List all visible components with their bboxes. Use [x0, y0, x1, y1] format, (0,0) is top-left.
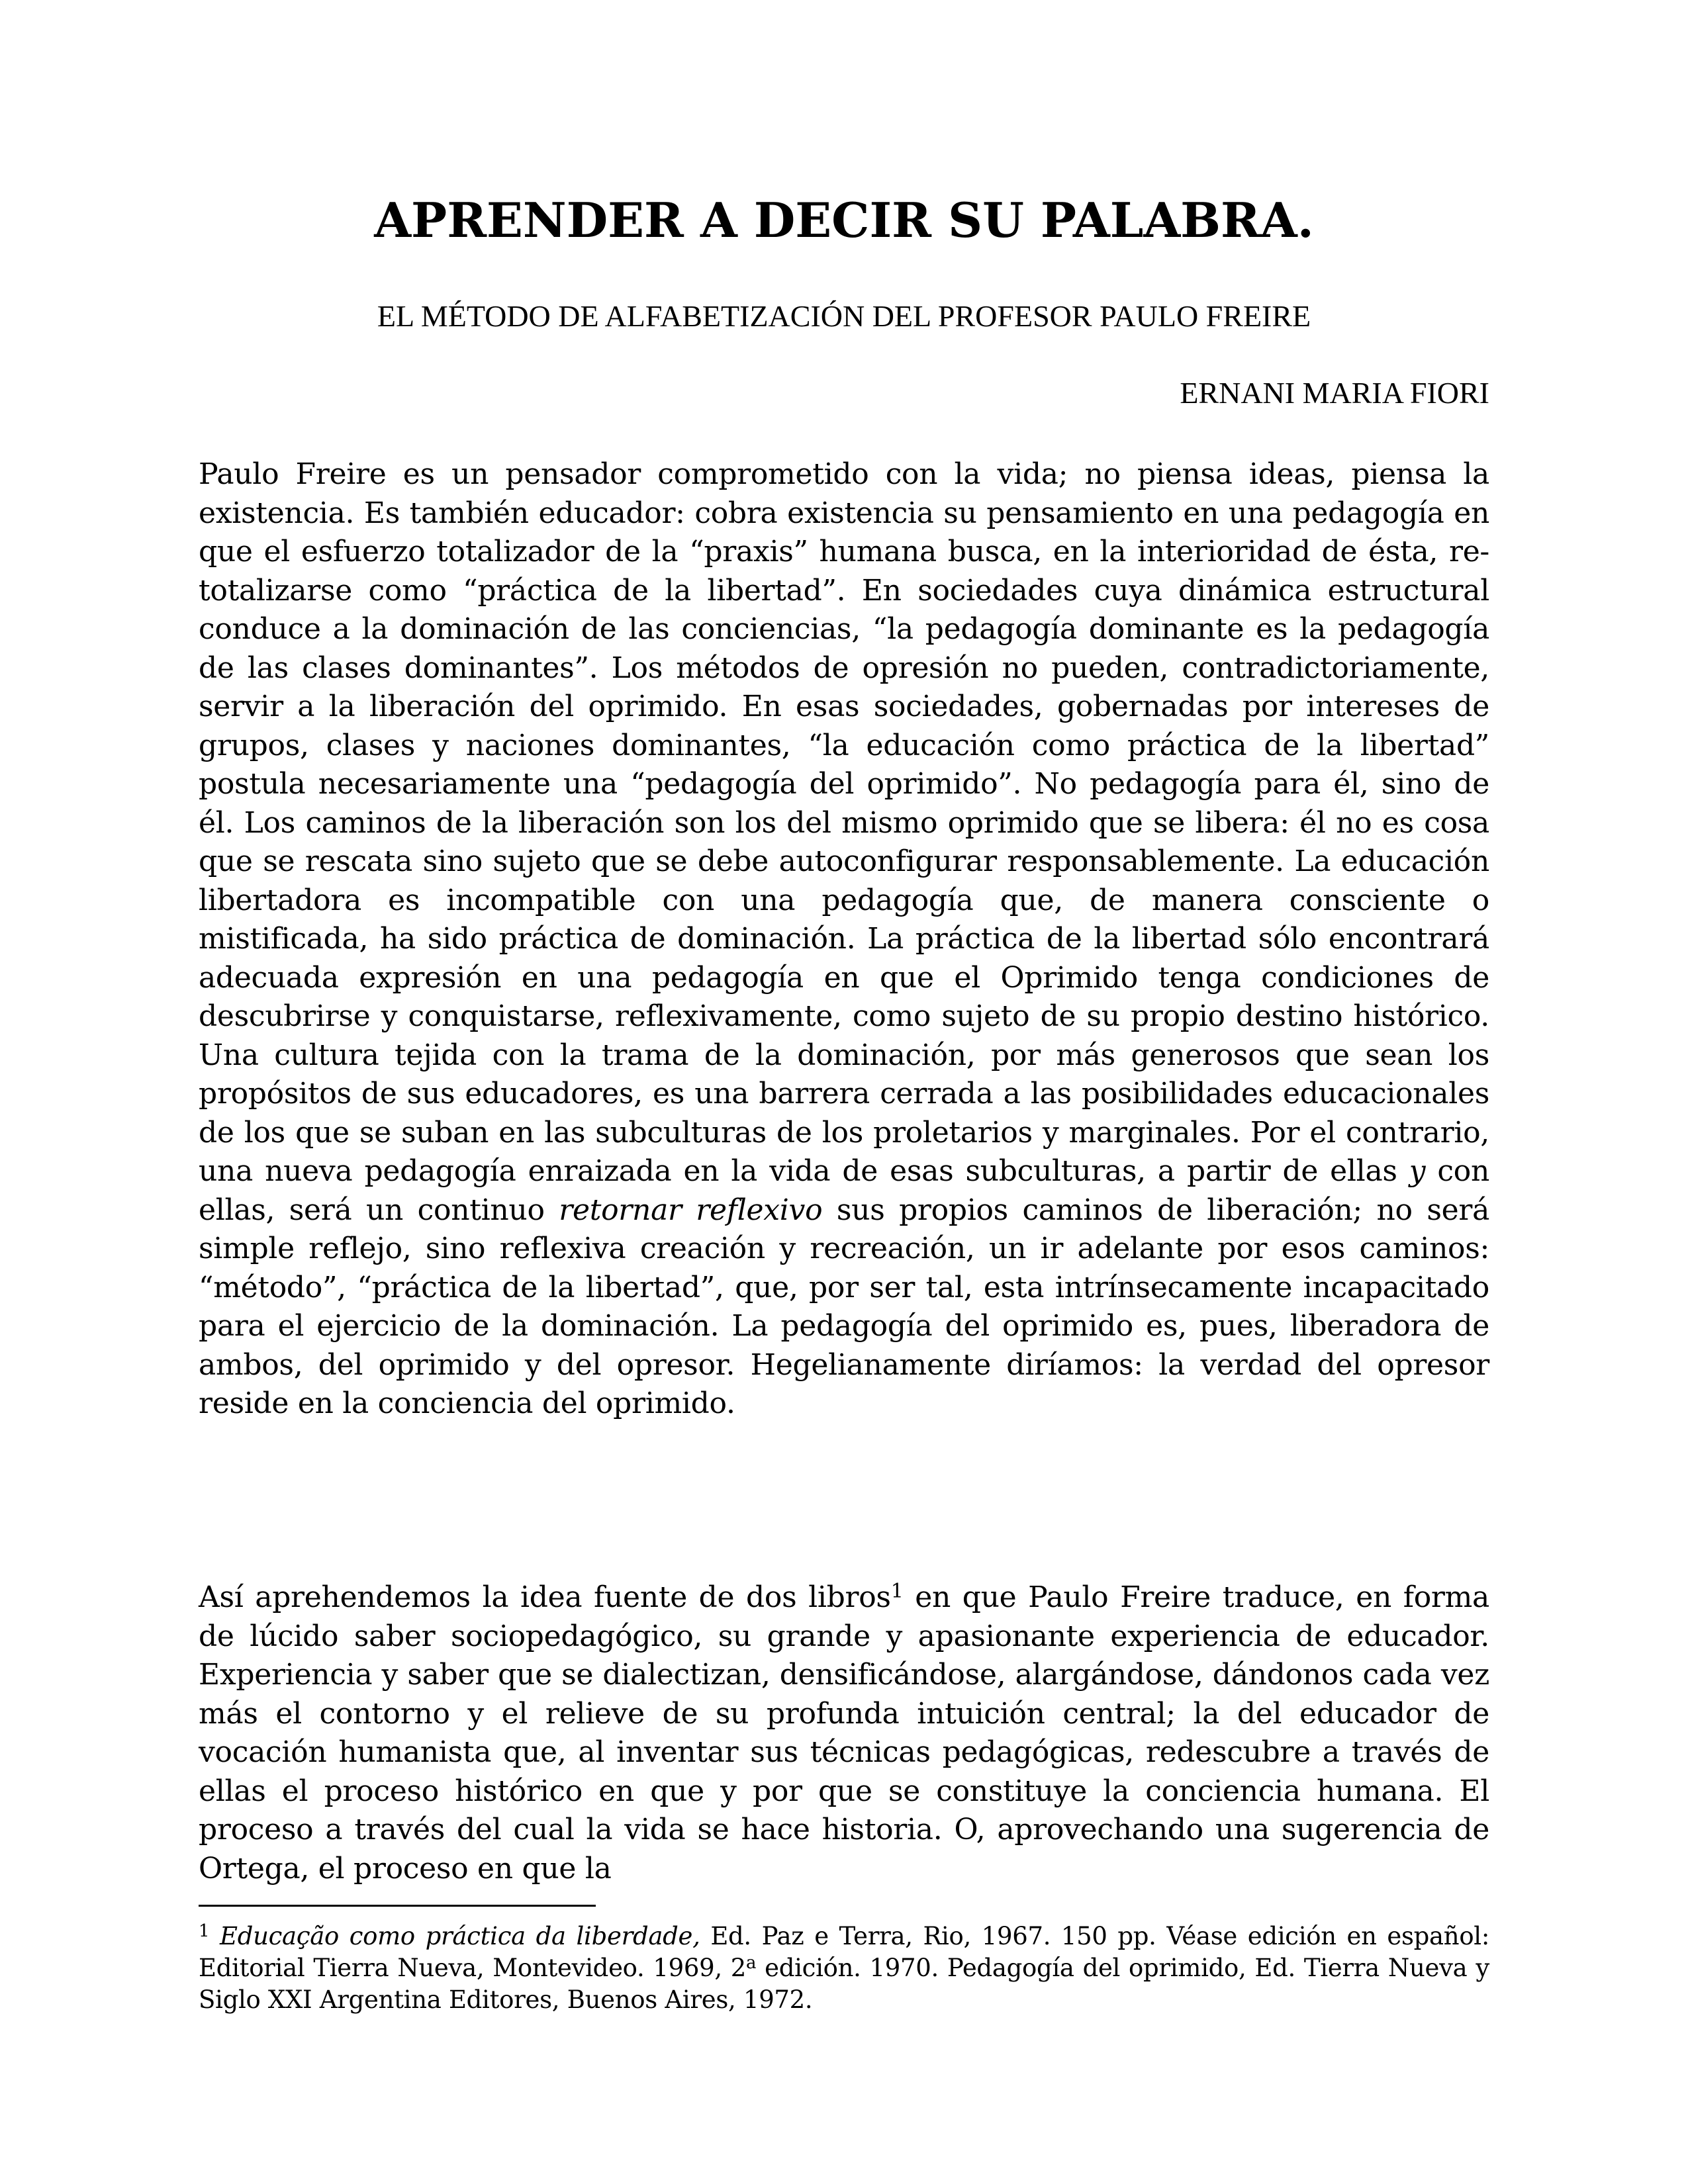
- paragraph-2-text-b: en que Paulo Freire traduce, en forma de lúcido saber sociopedagógico, su grande y apasionante experiencia de educador. Experiencia y saber que se dialectizan, densificándose, alargándose, dándonos cada vez más el contorno y el relieve de su profunda intuición central; la del educador de vocación humanista que, al inventar sus técnicas pedagógicas, redescubre a través de ellas el proceso histórico en que y por que se constituye la conciencia humana. El proceso a través del cual la vida se hace historia. O, aprovechando una sugerencia de Ortega, el proceso en que la: [199, 1580, 1489, 1886]
- footnote-ordinal: a: [746, 1953, 757, 1973]
- paragraph-2-text-a: Así aprehendemos la idea fuente de dos libros: [199, 1580, 891, 1614]
- body-paragraph-1: [199, 455, 1489, 1424]
- footnote-text-b: edición. 1970. Pedagogía del oprimido, Ed. Tierra Nueva y Siglo XXI Argentina Editores, Buenos Aires, 1972.: [199, 1954, 1489, 2014]
- paragraph-1-italic-y: y: [1409, 1154, 1426, 1188]
- footnote-number: 1: [199, 1921, 210, 1941]
- footnote-text-a: Ed. Paz e Terra, Rio, 1967. 150 pp. Véase edición en español: Editorial Tierra Nueva, Montevideo. 1969, 2: [199, 1922, 1490, 1982]
- footnote-book-title: Educação como práctica da liberdade,: [220, 1922, 700, 1950]
- paragraph-1-text-b: con ellas, será un continuo: [199, 1154, 1489, 1227]
- document-subtitle: EL MÉTODO DE ALFABETIZACIÓN DEL PROFESOR PAULO FREIRE: [377, 299, 1311, 333]
- footnote-reference: 1: [890, 1580, 904, 1603]
- body-paragraph-2: [199, 1578, 1489, 1888]
- document-title: APRENDER A DECIR SU PALABRA.: [374, 192, 1314, 248]
- footnote: [199, 1921, 1489, 2016]
- footnote-separator: [199, 1905, 596, 1907]
- paragraph-1-text-a: Paulo Freire es un pensador comprometido con la vida; no piensa ideas, piensa la existencia. Es también educador: cobra existencia su pensamiento en una pedagogía en que el esfuerzo totalizador de la “praxis” humana busca, en la interioridad de ésta, re-totalizarse como “práctica de la libertad”. En sociedades cuya dinámica estructural conduce a la dominación de las conciencias, “la pedagogía dominante es la pedagogía de las clases dominantes”. Los métodos de opresión no pueden, contradictoriamente, servir a la liberación del oprimido. En esas sociedades, gobernadas por intereses de grupos, clases y naciones dominantes, “la educación como práctica de la libertad” postula necesariamente una “pedagogía del oprimido”. No pedagogía para él, sino de él. Los caminos de la liberación son los del mismo oprimido que se libera: él no es cosa que se rescata sino sujeto que se debe autoconfigurar responsablemente. La educación libertadora es incompatible con una pedagogía que, de manera consciente o mistificada, ha sido práctica de dominación. La práctica de la libertad sólo encontrará adecuada expresión en una pedagogía en que el Oprimido tenga condiciones de descubrirse y conquistarse, reflexivamente, como sujeto de su propio destino histórico. Una cultura tejida con la trama de la dominación, por más generosos que sean los propósitos de sus educadores, es una barrera cerrada a las posibilidades educacionales de los que se suban en las subculturas de los proletarios y marginales. Por el contrario, una nueva pedagogía enraizada en la vida de esas subculturas, a partir de ellas: [199, 457, 1489, 1188]
- author-name: ERNANI MARIA FIORI: [1180, 376, 1489, 410]
- paragraph-1-italic-retornar: retornar reflexivo: [559, 1193, 823, 1227]
- paragraph-1-text-c: sus propios caminos de liberación; no será simple reflejo, sino reflexiva creación y recreación, un ir adelante por esos caminos: “método”, “práctica de la libertad”, que, por ser tal, esta intrínsecamente incapacitado para el ejercicio de la dominación. La pedagogía del oprimido es, pues, liberadora de ambos, del oprimido y del opresor. Hegelianamente diríamos: la verdad del opresor reside en la conciencia del oprimido.: [199, 1193, 1490, 1420]
